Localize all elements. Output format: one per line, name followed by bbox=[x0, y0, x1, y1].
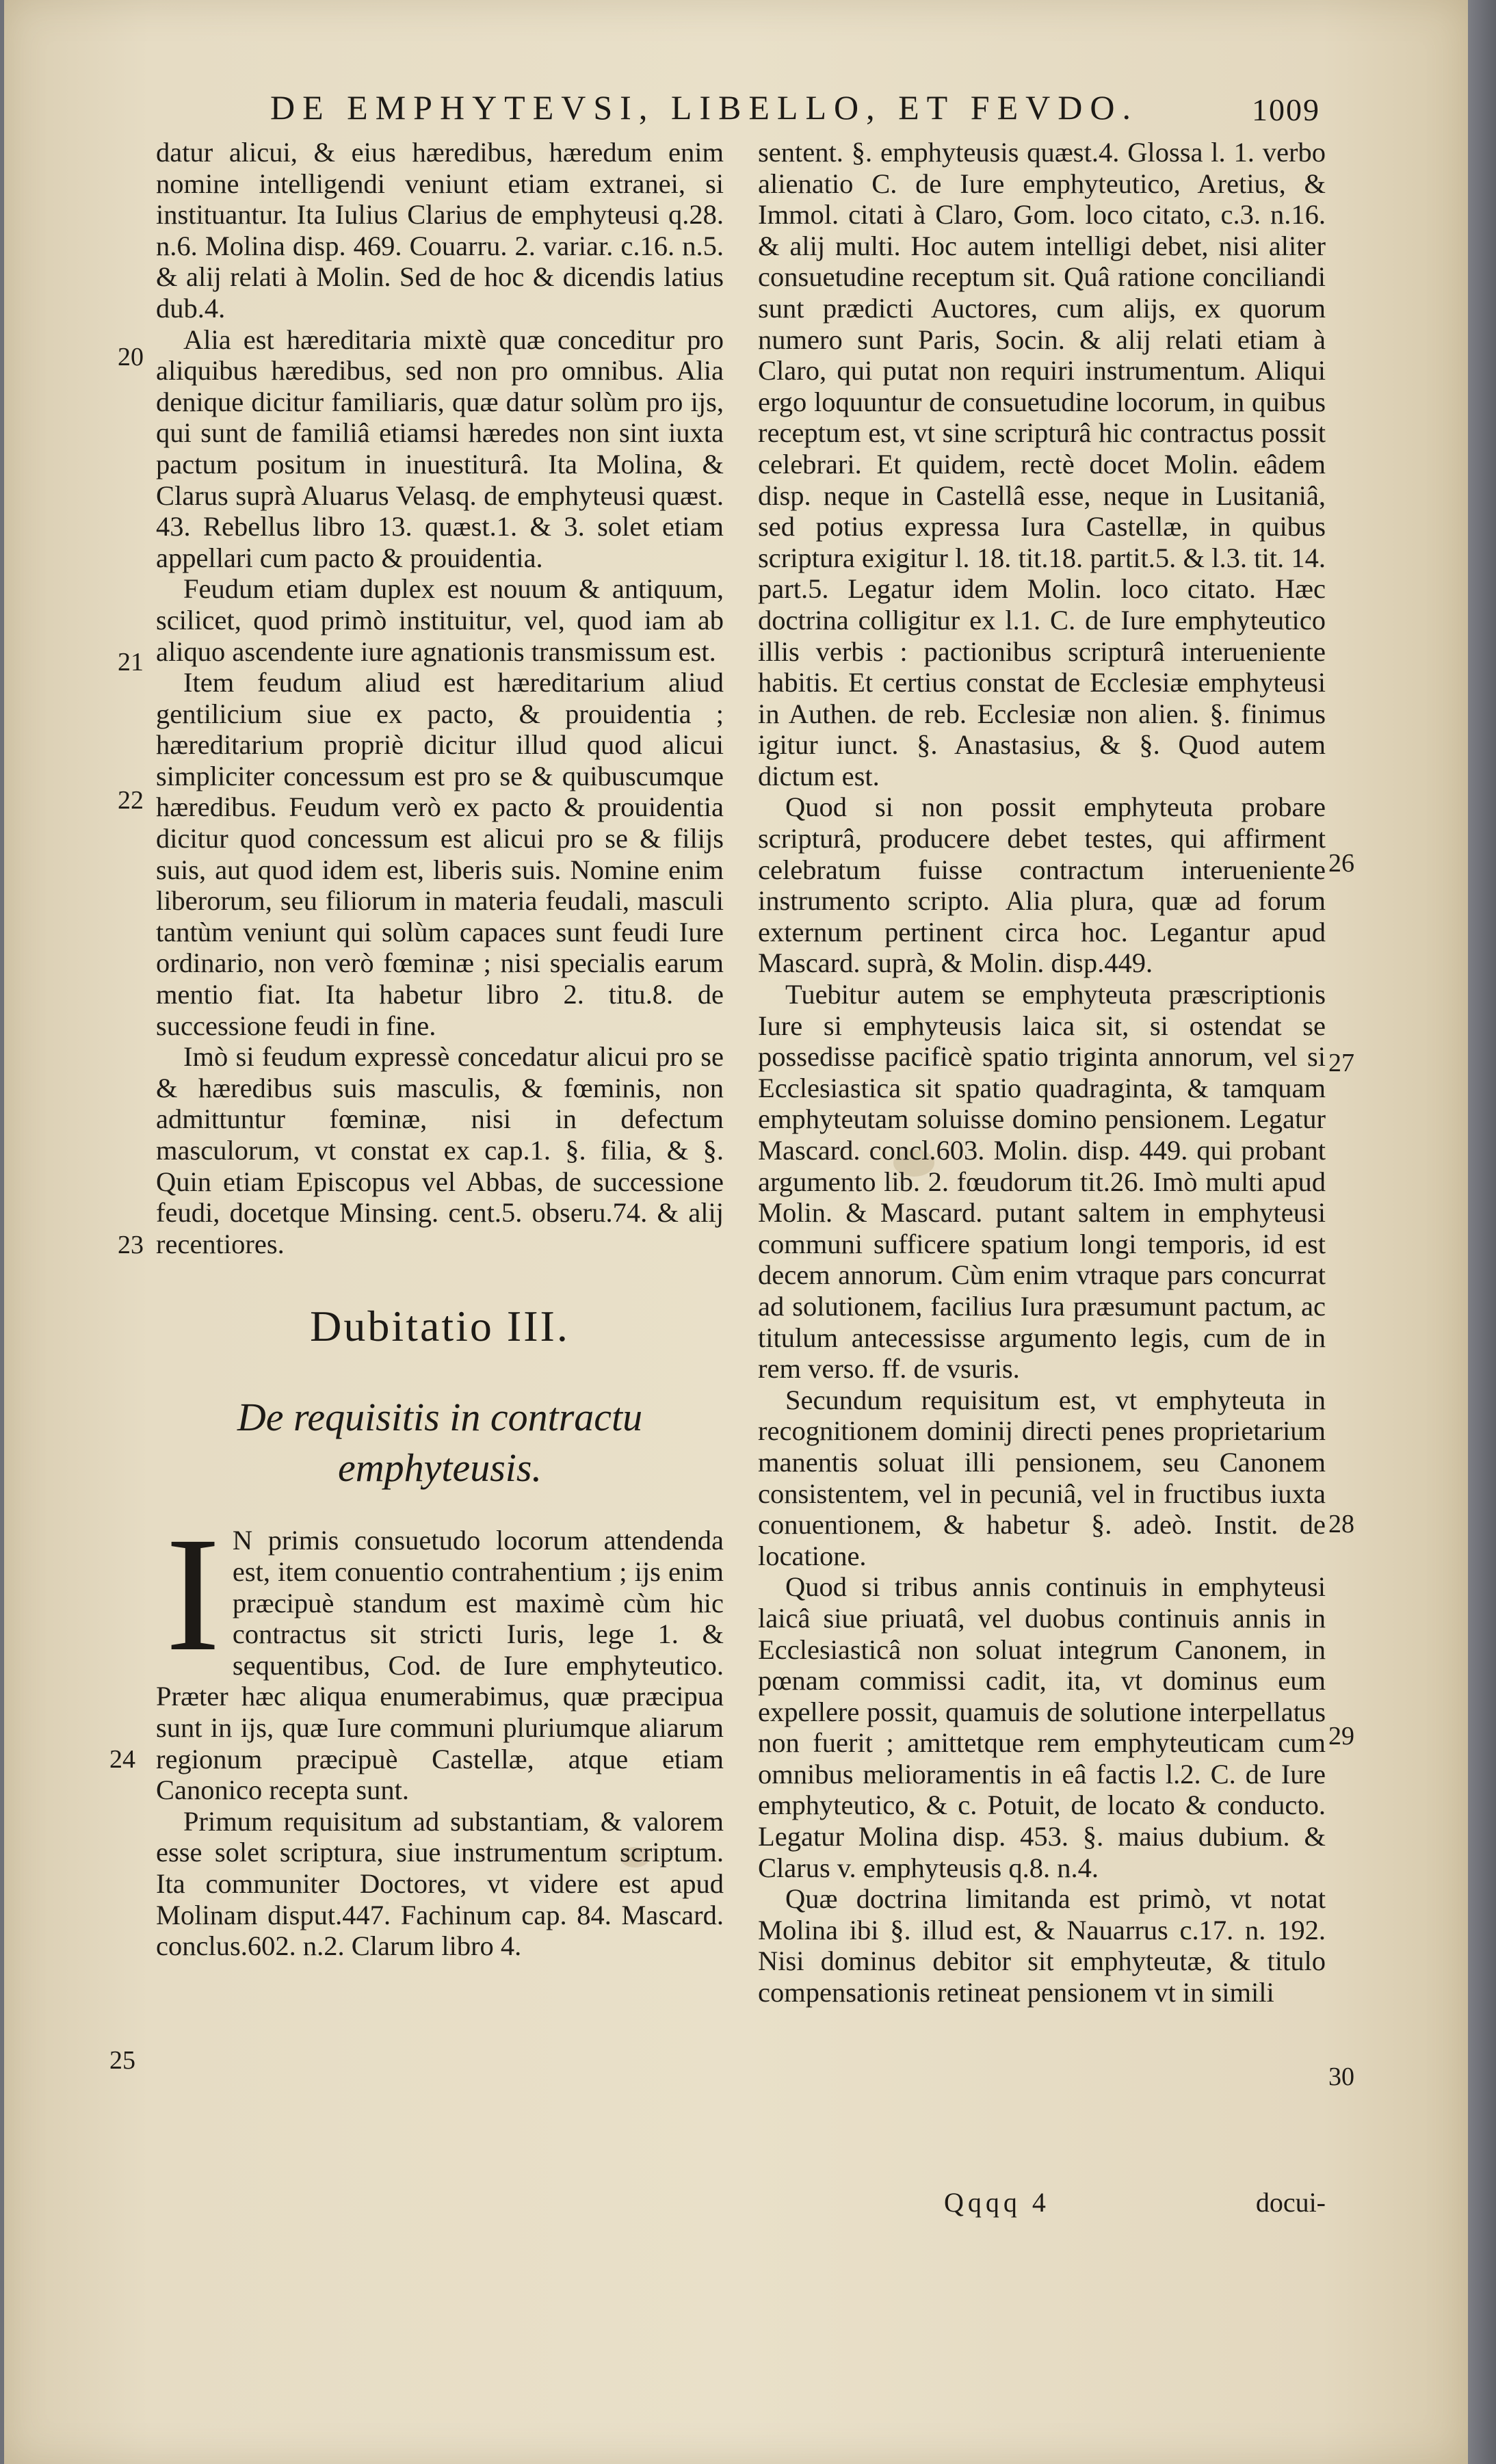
margin-number: 22 bbox=[118, 786, 144, 815]
scan-background-edge bbox=[1468, 0, 1496, 2464]
left-column bbox=[156, 137, 724, 1962]
paragraph: Secundum requisitum est, vt emphyteuta in recognitionem dominij directi penes proprietarium manentis soluat illi pensionem, seu Canonem consistentem, vel in pecuniâ, vel in fructibus iuxta conuentionem, & habetur §. adeò. Instit. de locatione. bbox=[758, 1384, 1326, 1571]
running-title: DE EMPHYTEVSI, LIBELLO, ET FEVDO. bbox=[270, 88, 1138, 127]
paragraph: Quæ doctrina limitanda est primò, vt notat Molina ibi §. illud est, & Nauarrus c.17. n. 192. Nisi dominus debitor sit emphyteutæ, & titulo compensationis retineat pensionem vt in simili bbox=[758, 1883, 1326, 2008]
paragraph: Primum requisitum ad substantiam, & valorem esse solet scriptura, siue instrumentum scriptum. Ita communiter Doctores, vt videre est apud Molinam disput.447. Fachinum cap. 84. Mascard. conclus.602. n.2. Clarum libro 4. bbox=[156, 1805, 724, 1962]
margin-number: 30 bbox=[1328, 2062, 1354, 2091]
paragraph: Quod si tribus annis continuis in emphyteusi laicâ siue priuatâ, vel duobus continuis annis in Ecclesiasticâ non soluat integrum Canonem, in pœnam commissi cadit, ita, vt dominus eum expellere possit, quamuis de solutione interpellatus non fuerit ; amittetque rem emphyteuticam cum omnibus melioramentis in eâ factis l.2. C. de Iure emphyteutico, & c. Potuit, de locato & conducto. Legatur Molina disp. 453. §. maius dubium. & Clarus v. emphyteusis q.8. n.4. bbox=[758, 1571, 1326, 1883]
paragraph: Imò si feudum expressè concedatur alicui pro se & hæredibus suis masculis, & fœminis, non admittuntur fœminæ, nisi in defectum masculorum, vt constat ex cap.1. §. filia, & §. Quin etiam Episcopus vel Abbas, de successione feudi, docetque Minsing. cent.5. obseru.74. & alij recentiores. bbox=[156, 1041, 724, 1259]
paragraph: Alia est hæreditaria mixtè quæ conceditur pro aliquibus hæredibus, sed non pro omnibus. Alia denique dicitur familiaris, quæ datur solùm pro ijs, qui sunt de familiâ etiamsi hæredes non sint iuxta pactum positum in inuestiturâ. Ita Molina, & Clarus suprà Aluarus Velasq. de emphyteusi quæst. 43. Rebellus libro 13. quæst.1. & 3. solet etiam appellari cum pacto & prouidentia. bbox=[156, 324, 724, 573]
paragraph: sentent. §. emphyteusis quæst.4. Glossa l. 1. verbo alienatio C. de Iure emphyteutico, Aretius, & Immol. citati à Claro, Gom. loco citato, c.3. n.16. & alij multi. Hoc autem intelligi debet, nisi aliter consuetudine receptum sit. Quâ ratione conciliandi sunt prædicti Auctores, cum alijs, ex quorum numero sunt Paris, Socin. & alij relati etiam à Claro, qui putat non requiri instrumentum. Aliqui ergo loquuntur de consuetudine locorum, in quibus receptum est, vt sine scripturâ hic contractus possit celebrari. Et quidem, rectè docet Molin. eâdem disp. neque in Castellâ esse, neque in Lusitaniâ, sed potius expressa Iura Castellæ, in quibus scriptura exigitur l. 18. tit.18. partit.5. & l.3. tit. 14. part.5. Legatur idem Molin. loco citato. Hæc doctrina colligitur ex l.1. C. de Iure emphyteutico illis verbis : pactionibus scripturâ interueniente habitis. Et certius constat de Ecclesiæ emphyteusi in Authen. de reb. Ecclesiæ non alien. §. finimus igitur iunct. §. Anastasius, & §. Quod autem dictum est. bbox=[758, 137, 1326, 791]
page-number: 1009 bbox=[1252, 92, 1320, 127]
margin-number: 21 bbox=[118, 648, 144, 677]
section-heading: Dubitatio III. bbox=[310, 1302, 570, 1351]
page-footer bbox=[758, 2186, 1326, 2218]
paragraph-text: N primis consuetudo locorum attendenda est, item conuentio contrahentium ; ijs enim præcipuè standum est maximè cùm hic contractus sit stricti Iuris, lege 1. & sequentibus, Cod. de Iure emphyteutico. Præter hæc aliqua enumerabimus, quæ præcipua sunt in ijs, quæ Iure communi pluriumque aliarum regionum præcipuè Castellæ, atque etiam Canonico recepta sunt. bbox=[156, 1525, 724, 1806]
drop-capital: I bbox=[166, 1503, 220, 1686]
margin-number: 24 bbox=[109, 1745, 135, 1774]
paragraph: Quod si non possit emphyteuta probare scripturâ, producere debet testes, qui affirment celebratum fuisse contractum interueniente instrumento scripto. Alia plura, quæ ad forum externum pertinent circa hoc. Legantur apud Mascard. suprà, & Molin. disp.449. bbox=[758, 791, 1326, 979]
signature-mark: Qqqq 4 bbox=[944, 2187, 1050, 2218]
section-subheading: De requisitis in contractu emphyteusis. bbox=[237, 1395, 643, 1491]
margin-number: 20 bbox=[118, 343, 144, 371]
paragraph: Tuebitur autem se emphyteuta præscriptionis Iure si emphyteusis laica sit, si ostendat se possedisse pacificè spatio triginta annorum, vel si Ecclesiastica sit spatio quadraginta, & tamquam emphyteutam soluisse domino pensionem. Legatur Mascard. concl.603. Molin. disp. 449. qui probant argumento lib. 2. fœudorum tit.26. Imò multi apud Molin. & Mascard. putant saltem in emphyteusi communi sufficere spatium longi temporis, id est decem annorum. Cùm enim vtraque pars concurrat ad solutionem, facilius Iura præsumunt pactum, ac titulum antecessisse argumento legis, cum de in rem verso. ff. de vsuris. bbox=[758, 979, 1326, 1385]
paragraph: Item feudum aliud est hæreditarium aliud gentilicium siue ex pacto, & prouidentia ; hæreditarium propriè dicitur illud quod alicui simpliciter concessum est pro se & quibuscumque hæredibus. Feudum verò ex pacto & prouidentia dicitur quod concessum est alicui pro se & filijs suis, aut quod idem est, liberis suis. Nomine enim liberorum, seu filiorum in materia feudali, masculi tantùm veniunt qui solùm capaces sunt feudi Iure ordinario, non verò fœminæ ; nisi specialis earum mentio fiat. Ita habetur libro 2. titu.8. de successione feudi in fine. bbox=[156, 667, 724, 1041]
paragraph: datur alicui, & eius hæredibus, hæredum enim nomine intelligendi veniunt etiam extranei, si instituantur. Ita Iulius Clarius de emphyteusi q.28. n.6. Molina disp. 469. Couarru. 2. variar. c.16. n.5. & alij relati à Molin. Sed de hoc & dicendis latius dub.4. bbox=[156, 137, 724, 324]
margin-number: 28 bbox=[1328, 1510, 1354, 1538]
margin-number: 26 bbox=[1328, 849, 1354, 878]
catchword: docui- bbox=[1255, 2187, 1326, 2218]
margin-number: 25 bbox=[109, 2046, 135, 2075]
right-column bbox=[758, 137, 1326, 2008]
margin-number: 23 bbox=[118, 1231, 144, 1259]
margin-number: 27 bbox=[1328, 1049, 1354, 1077]
paragraph: Feudum etiam duplex est nouum & antiquum, scilicet, quod primò instituitur, vel, quod iam ab aliquo ascendente iure agnationis transmissum est. bbox=[156, 573, 724, 667]
page-header bbox=[270, 88, 1496, 135]
margin-number: 29 bbox=[1328, 1722, 1354, 1751]
paragraph bbox=[156, 1503, 724, 1806]
